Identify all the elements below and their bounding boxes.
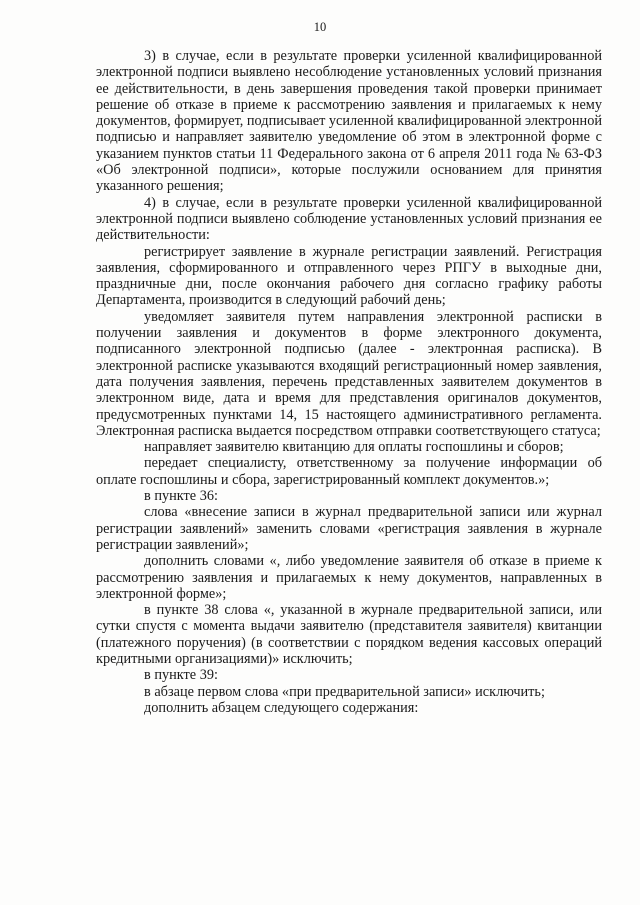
paragraph-clause-36: в пункте 36:: [144, 488, 218, 505]
paragraph-item-3: 3) в случае, если в результате проверки усиленной квалифицированной электронной подписи выявлено несоблюдение установленных условий признания ее действительности, в день завершения проведения такой проверки принимает решение об отказе в приеме к рассмотрению заявления и прилагаемых к нему документов, формирует, подписывает усиленной квалифицированной электронной подписью и направляет заявителю уведомление об этом в электронной форме с указанием пунктов статьи 11 Федерального закона от 6 апреля 2011 года № 63-ФЗ «Об электронной подписи», которые послужили основанием для принятия указанного решения;: [96, 48, 602, 195]
page-number: 10: [313, 20, 327, 34]
paragraph-clause-39-first: в абзаце первом слова «при предварительной записи» исключить;: [144, 683, 545, 700]
paragraph-clause-39: в пункте 39:: [144, 667, 218, 684]
paragraph-clause-36-replace: слова «внесение записи в журнал предварительной записи или журнал регистрации заявлений» заменить словами «регистрация заявления в журнале регистрации заявлений»;: [96, 504, 602, 553]
paragraph-item-4: 4) в случае, если в результате проверки усиленной квалифицированной электронной подписи выявлено соблюдение установленных условий признания ее действительности:: [96, 194, 602, 244]
paragraph-registers-application: регистрирует заявление в журнале регистрации заявлений. Регистрация заявления, сформированного и отправленного через РПГУ в выходные дни, праздничные дни, после окончания рабочего дня согласно графику работы Департамента, производится в следующий рабочий день;: [96, 243, 602, 309]
paragraph-clause-38: в пункте 38 слова «, указанной в журнале предварительной записи, или сутки спустя с момента выдачи заявителю (представителя заявителя) квитанции (платежного поручения) (в соответствии с порядком ведения кассовых операций кредитными организациями)» исключить;: [96, 602, 602, 667]
paragraph-clause-36-add: дополнить словами «, либо уведомление заявителя об отказе в приеме к рассмотрению заявления и прилагаемых к нему документов, направленных в электронной форме»;: [96, 553, 602, 602]
document-body: [96, 48, 602, 716]
paragraph-notifies-applicant: уведомляет заявителя путем направления электронной расписки в получении заявления и документов в форме электронного документа, подписанного электронной подписью (далее - электронная расписка). В электронной расписке указываются входящий регистрационный номер заявления, дата получения заявления, перечень представленных заявителем документов в электронном виде, дата и время для представления оригиналов документов, предусмотренных пунктами 14, 15 настоящего административного регламента. Электронная расписка выдается посредством отправки соответствующего статуса;: [96, 308, 602, 439]
paragraph-clause-39-add: дополнить абзацем следующего содержания:: [144, 699, 419, 716]
paragraph-sends-receipt: направляет заявителю квитанцию для оплаты госпошлины и сборов;: [144, 439, 564, 456]
paragraph-transfers-documents: передает специалисту, ответственному за получение информации об оплате госпошлины и сбора, зарегистрированный комплект документов.»;: [96, 455, 602, 488]
